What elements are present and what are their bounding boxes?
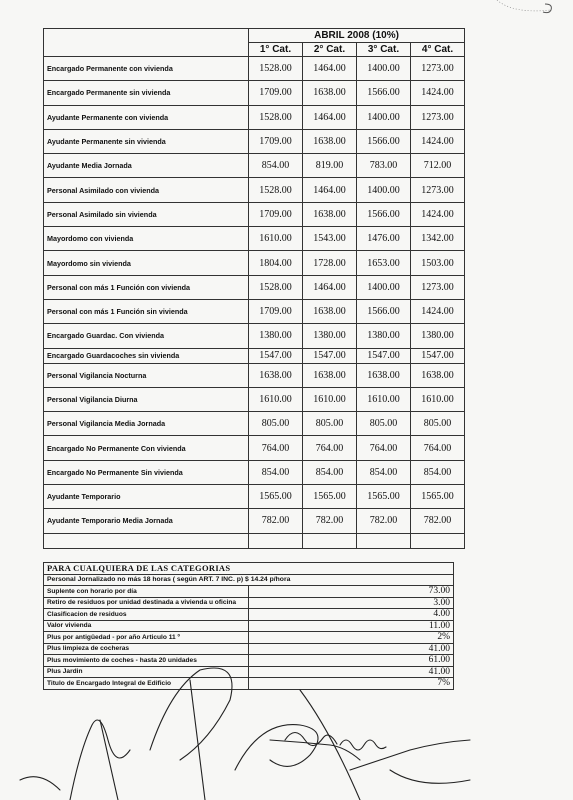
salary-row [44, 275, 465, 299]
row-value-cat-2: 782.00 [303, 509, 357, 533]
row-value-cat-4: 1503.00 [411, 251, 465, 275]
salary-row [44, 485, 465, 509]
row-value-cat-3: 783.00 [357, 154, 411, 178]
salary-row [44, 348, 465, 363]
row-value-cat-2: 1464.00 [303, 275, 357, 299]
row-label: Personal con más 1 Función con vivienda [44, 275, 249, 299]
category-header-3: 3° Cat. [357, 43, 411, 57]
extras-label: Plus movimiento de coches - hasta 20 unidades [44, 655, 249, 667]
row-value-cat-3: 1566.00 [357, 81, 411, 105]
salary-row [44, 57, 465, 81]
row-label: Personal Asimilado sin vivienda [44, 202, 249, 226]
extras-label: Plus Jardin [44, 666, 249, 678]
row-label: Encargado No Permanente Con vivienda [44, 436, 249, 460]
salary-row [44, 202, 465, 226]
row-value-cat-4: 1380.00 [411, 324, 465, 348]
row-value-cat-3: 1610.00 [357, 387, 411, 411]
row-value-cat-3: 854.00 [357, 460, 411, 484]
row-value-cat-3: 1400.00 [357, 105, 411, 129]
row-value-cat-1: 854.00 [249, 154, 303, 178]
salary-row [44, 436, 465, 460]
extras-value: 61.00 [249, 655, 454, 667]
extras-row [44, 586, 454, 598]
row-value-cat-3: 1638.00 [357, 363, 411, 387]
row-label: Ayudante Temporario Media Jornada [44, 509, 249, 533]
extras-title: PARA CUALQUIERA DE LAS CATEGORIAS [44, 563, 454, 575]
salary-row [44, 178, 465, 202]
row-value-cat-3: 1400.00 [357, 178, 411, 202]
row-value-cat-4: 1424.00 [411, 299, 465, 323]
row-label: Encargado No Permanente Sin vivienda [44, 460, 249, 484]
row-label: Personal Vigilancia Diurna [44, 387, 249, 411]
row-value-cat-4: 1342.00 [411, 227, 465, 251]
row-label: Encargado Permanente con vivienda [44, 57, 249, 81]
row-label: Mayordomo sin vivienda [44, 251, 249, 275]
row-value-cat-1: 1804.00 [249, 251, 303, 275]
extras-title-row [44, 563, 454, 575]
row-value-cat-4: 782.00 [411, 509, 465, 533]
row-value-cat-2: 1547.00 [303, 348, 357, 363]
salary-row [44, 363, 465, 387]
corner-stamp-mark [493, 0, 563, 22]
salary-row [44, 105, 465, 129]
row-value-cat-1: 1528.00 [249, 57, 303, 81]
row-value-cat-2: 1638.00 [303, 81, 357, 105]
extras-label: Retiro de residuos por unidad destinada a vivienda u oficina [44, 597, 249, 609]
salary-rows [44, 57, 465, 549]
row-value-cat-2: 1610.00 [303, 387, 357, 411]
category-header-1: 1° Cat. [249, 43, 303, 57]
row-value-cat-1: 805.00 [249, 412, 303, 436]
salary-row [44, 227, 465, 251]
row-value-cat-4: 1424.00 [411, 81, 465, 105]
row-value-cat-4: 1565.00 [411, 485, 465, 509]
row-value-cat-1: 1528.00 [249, 178, 303, 202]
row-value-cat-3: 782.00 [357, 509, 411, 533]
label-header-cell [44, 29, 249, 57]
extras-row [44, 609, 454, 621]
row-value-cat-1: 1709.00 [249, 299, 303, 323]
extras-label: Titulo de Encargado Integral de Edificio [44, 678, 249, 690]
row-value-cat-2: 1543.00 [303, 227, 357, 251]
empty-cell [249, 533, 303, 548]
row-value-cat-4: 1424.00 [411, 129, 465, 153]
row-value-cat-1: 1528.00 [249, 105, 303, 129]
row-label: Mayordomo con vivienda [44, 227, 249, 251]
row-value-cat-2: 1638.00 [303, 129, 357, 153]
row-value-cat-4: 1273.00 [411, 275, 465, 299]
row-label: Personal con más 1 Función sin vivienda [44, 299, 249, 323]
category-header-2: 2° Cat. [303, 43, 357, 57]
row-value-cat-3: 1566.00 [357, 129, 411, 153]
row-value-cat-3: 1476.00 [357, 227, 411, 251]
extras-label: Plus por antigüedad - por año Articulo 11 º [44, 632, 249, 644]
row-value-cat-2: 1565.00 [303, 485, 357, 509]
row-value-cat-2: 764.00 [303, 436, 357, 460]
extras-value: 73.00 [249, 586, 454, 598]
extras-note: Personal Jornalizado no más 18 horas ( según ART. 7 INC. p) $ 14.24 p/hora [44, 574, 454, 586]
extras-label: Clasificacion de residuos [44, 609, 249, 621]
extras-label: Suplente con horario por día [44, 586, 249, 598]
extras-value: 41.00 [249, 666, 454, 678]
row-value-cat-2: 1464.00 [303, 105, 357, 129]
salary-row [44, 509, 465, 533]
row-value-cat-1: 1547.00 [249, 348, 303, 363]
salary-row [44, 299, 465, 323]
row-value-cat-3: 1380.00 [357, 324, 411, 348]
extras-label: Valor vivienda [44, 620, 249, 632]
salary-row [44, 129, 465, 153]
row-value-cat-4: 1273.00 [411, 178, 465, 202]
row-value-cat-2: 1464.00 [303, 178, 357, 202]
extras-label: Plus limpieza de cocheras [44, 643, 249, 655]
empty-cell [411, 533, 465, 548]
extras-value: 41.00 [249, 643, 454, 655]
empty-cell [357, 533, 411, 548]
row-value-cat-4: 1424.00 [411, 202, 465, 226]
empty-cell [303, 533, 357, 548]
row-value-cat-1: 1709.00 [249, 129, 303, 153]
extras-value: 2% [249, 632, 454, 644]
row-label: Ayudante Permanente sin vivienda [44, 129, 249, 153]
salary-table [43, 28, 465, 549]
row-label: Personal Vigilancia Media Jornada [44, 412, 249, 436]
row-value-cat-3: 764.00 [357, 436, 411, 460]
row-value-cat-1: 1380.00 [249, 324, 303, 348]
row-value-cat-4: 1610.00 [411, 387, 465, 411]
row-value-cat-2: 1380.00 [303, 324, 357, 348]
row-value-cat-1: 1610.00 [249, 387, 303, 411]
extras-row [44, 597, 454, 609]
row-value-cat-2: 1728.00 [303, 251, 357, 275]
row-value-cat-1: 1565.00 [249, 485, 303, 509]
row-label: Personal Asimilado con vivienda [44, 178, 249, 202]
row-value-cat-1: 1709.00 [249, 202, 303, 226]
row-value-cat-4: 764.00 [411, 436, 465, 460]
row-value-cat-1: 764.00 [249, 436, 303, 460]
extras-value: 11.00 [249, 620, 454, 632]
row-value-cat-3: 1547.00 [357, 348, 411, 363]
empty-row [44, 533, 465, 548]
row-label: Ayudante Temporario [44, 485, 249, 509]
row-value-cat-2: 854.00 [303, 460, 357, 484]
row-value-cat-4: 712.00 [411, 154, 465, 178]
salary-row [44, 251, 465, 275]
row-label: Encargado Guardacoches sin vivienda [44, 348, 249, 363]
row-value-cat-2: 1638.00 [303, 202, 357, 226]
row-value-cat-2: 819.00 [303, 154, 357, 178]
row-value-cat-4: 1638.00 [411, 363, 465, 387]
row-value-cat-4: 1273.00 [411, 57, 465, 81]
row-value-cat-3: 1566.00 [357, 202, 411, 226]
salary-row [44, 324, 465, 348]
row-value-cat-3: 1566.00 [357, 299, 411, 323]
row-value-cat-4: 1273.00 [411, 105, 465, 129]
salary-row [44, 412, 465, 436]
row-value-cat-1: 1638.00 [249, 363, 303, 387]
row-value-cat-1: 1709.00 [249, 81, 303, 105]
row-label: Personal Vigilancia Nocturna [44, 363, 249, 387]
row-value-cat-2: 1464.00 [303, 57, 357, 81]
row-value-cat-3: 805.00 [357, 412, 411, 436]
row-value-cat-3: 1653.00 [357, 251, 411, 275]
row-value-cat-3: 1400.00 [357, 275, 411, 299]
row-value-cat-1: 1610.00 [249, 227, 303, 251]
row-value-cat-2: 1638.00 [303, 299, 357, 323]
empty-cell [44, 533, 249, 548]
category-header-4: 4° Cat. [411, 43, 465, 57]
handwritten-signatures [0, 630, 573, 800]
salary-row [44, 460, 465, 484]
salary-row [44, 154, 465, 178]
row-value-cat-1: 854.00 [249, 460, 303, 484]
row-value-cat-4: 1547.00 [411, 348, 465, 363]
row-value-cat-4: 854.00 [411, 460, 465, 484]
row-value-cat-1: 782.00 [249, 509, 303, 533]
row-value-cat-2: 805.00 [303, 412, 357, 436]
row-label: Ayudante Media Jornada [44, 154, 249, 178]
row-value-cat-3: 1565.00 [357, 485, 411, 509]
row-value-cat-2: 1638.00 [303, 363, 357, 387]
extras-value: 7% [249, 678, 454, 690]
row-label: Encargado Permanente sin vivienda [44, 81, 249, 105]
extras-value: 3.00 [249, 597, 454, 609]
extras-note-row [44, 574, 454, 586]
row-value-cat-3: 1400.00 [357, 57, 411, 81]
extras-value: 4.00 [249, 609, 454, 621]
row-label: Ayudante Permanente con vivienda [44, 105, 249, 129]
row-label: Encargado Guardac. Con vivienda [44, 324, 249, 348]
row-value-cat-4: 805.00 [411, 412, 465, 436]
period-header: ABRIL 2008 (10%) [249, 29, 465, 43]
salary-row [44, 81, 465, 105]
salary-row [44, 387, 465, 411]
row-value-cat-1: 1528.00 [249, 275, 303, 299]
